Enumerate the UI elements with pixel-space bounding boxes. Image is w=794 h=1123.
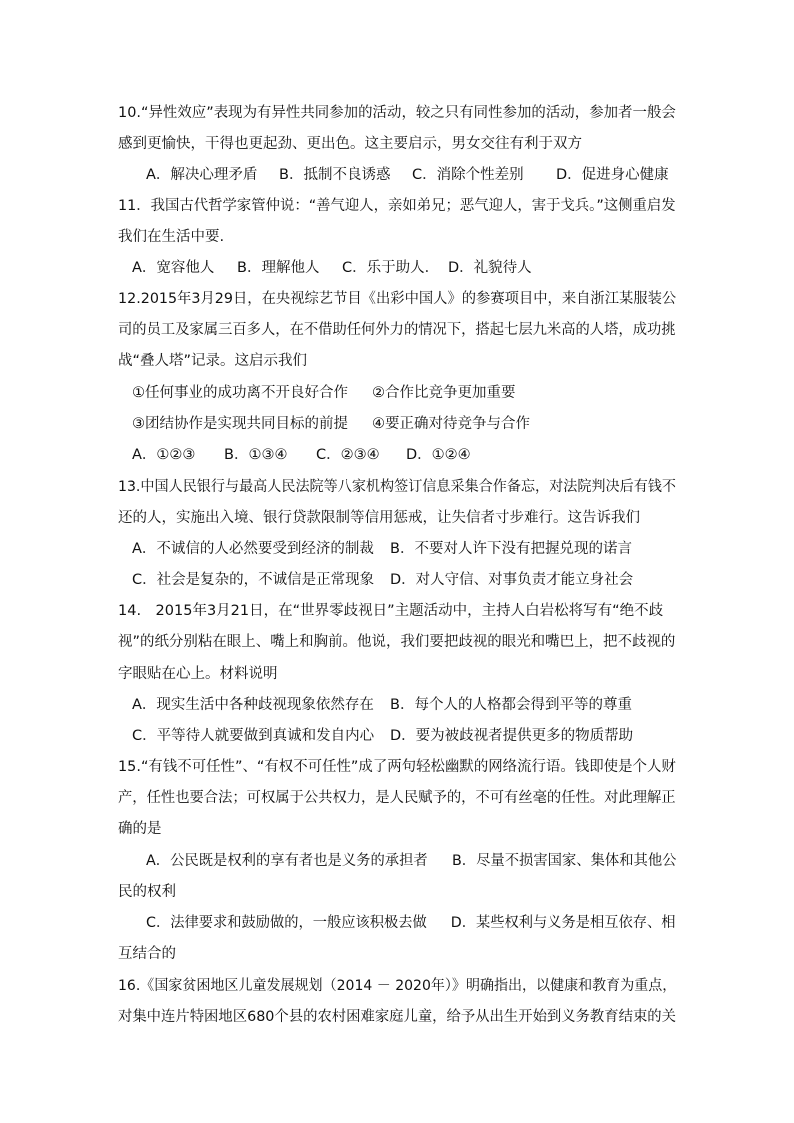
q15-option-c: C．法律要求和鼓励做的，一般应该积极去做 <box>146 915 427 931</box>
q10-option-c: C．消除个性差别 <box>412 167 524 183</box>
q11-option-c: C．乐于助人． <box>342 260 440 276</box>
q14-option-d: D．要为被歧视者提供更多的物质帮助 <box>390 728 634 744</box>
q12-statement-4: ④要正确对待竞争与合作 <box>372 416 530 432</box>
q12-line-3: 战“叠人塔”记录。这启示我们 <box>118 353 308 369</box>
q10-option-d: D．促进身心健康 <box>556 167 669 183</box>
q11-line-1: 11．我国古代哲学家管仲说：“善气迎人，亲如弟兄；恶气迎人，害于戈兵。”这侧重启发 <box>118 198 676 214</box>
q14-line-3: 字眼贴在心上。材料说明 <box>118 666 278 682</box>
q13-option-c: C．社会是复杂的，不诚信是正常现象 <box>132 572 375 588</box>
q10-line-2: 感到更愉快，干得也更起劲、更出色。这主要启示，男女交往有利于双方 <box>118 136 582 152</box>
q11-option-d: D．礼貌待人 <box>448 260 532 276</box>
q13-option-b: B．不要对人许下没有把握兑现的诺言 <box>390 541 632 557</box>
q15-option-b: B．尽量不损害国家、集体和其他公 <box>451 853 677 869</box>
q12-statement-2: ②合作比竞争更加重要 <box>372 385 516 401</box>
q14-option-b: B．每个人的人格都会得到平等的尊重 <box>390 697 632 713</box>
q10-option-b: B．抵制不良诱惑 <box>279 167 391 183</box>
q13-option-d: D．对人守信、对事负责才能立身社会 <box>390 572 634 588</box>
q12-line-2: 司的员工及家属三百多人，在不借助任何外力的情况下，搭起七层九米高的人塔，成功挑 <box>118 322 676 338</box>
q14-line-1: 14. 2015年3月21日，在“世界零歧视日”主题活动中，主持人白岩松将写有“绝不歧 <box>118 603 664 619</box>
q12-line-1: 12.2015年3月29日，在央视综艺节目《出彩中国人》的参赛项目中，来自浙江某服装公 <box>118 291 677 307</box>
q14-option-a: A．现实生活中各种歧视现象依然存在 <box>132 697 374 713</box>
q15-option-d-continued: 互结合的 <box>118 946 176 962</box>
q12-statement-1: ①任何事业的成功离不开良好合作 <box>132 385 348 401</box>
q10-line-1: 10.“异性效应”表现为有异性共同参加的活动，较之只有同性参加的活动，参加者一般会 <box>118 105 676 121</box>
q10-option-a: A．解决心理矛盾 <box>146 167 258 183</box>
q15-option-a: A．公民既是权利的享有者也是义务的承担者 <box>146 853 428 869</box>
q12-option-b: B．①③④ <box>224 447 288 463</box>
q14-line-2: 视”的纸分别粘在眼上、嘴上和胸前。他说，我们要把歧视的眼光和嘴巴上，把不歧视的 <box>118 634 676 650</box>
q11-line-2: 我们在生活中要. <box>118 229 225 245</box>
q15-line-3: 确的是 <box>118 821 162 837</box>
q12-statement-3: ③团结协作是实现共同目标的前提 <box>132 416 348 432</box>
q11-option-a: A．宽容他人 <box>132 260 215 276</box>
q14-option-c: C．平等待人就要做到真诚和发自内心 <box>132 728 375 744</box>
q12-option-d: D．①②④ <box>406 447 471 463</box>
q15-option-d: D．某些权利与义务是相互依存、相 <box>450 915 676 931</box>
q15-option-b-continued: 民的权利 <box>118 884 176 900</box>
q13-line-2: 还的人，实施出入境、银行贷款限制等信用惩戒，让失信者寸步难行。这告诉我们 <box>118 510 640 526</box>
q13-line-1: 13.中国人民银行与最高人民法院等八家机构签订信息采集合作备忘，对法院判决后有钱不 <box>118 479 676 495</box>
q15-line-2: 产，任性也要合法；可权属于公共权力，是人民赋予的，不可有丝毫的任性。对此理解正 <box>118 790 676 806</box>
q16-line-2: 对集中连片特困地区680个县的农村困难家庭儿童，给予从出生开始到义务教育结束的关 <box>118 1009 676 1025</box>
q13-option-a: A．不诚信的人必然要受到经济的制裁 <box>132 541 374 557</box>
q16-line-1: 16.《国家贫困地区儿童发展规划（2014 － 2020年）》明确指出，以健康和教育为重点， <box>118 978 677 994</box>
q15-line-1: 15.“有钱不可任性”、“有权不可任性”成了两句轻松幽默的网络流行语。钱即使是个人财 <box>118 759 676 775</box>
q11-option-b: B．理解他人 <box>237 260 320 276</box>
q12-option-c: C．②③④ <box>316 447 380 463</box>
q12-option-a: A．①②③ <box>132 447 196 463</box>
